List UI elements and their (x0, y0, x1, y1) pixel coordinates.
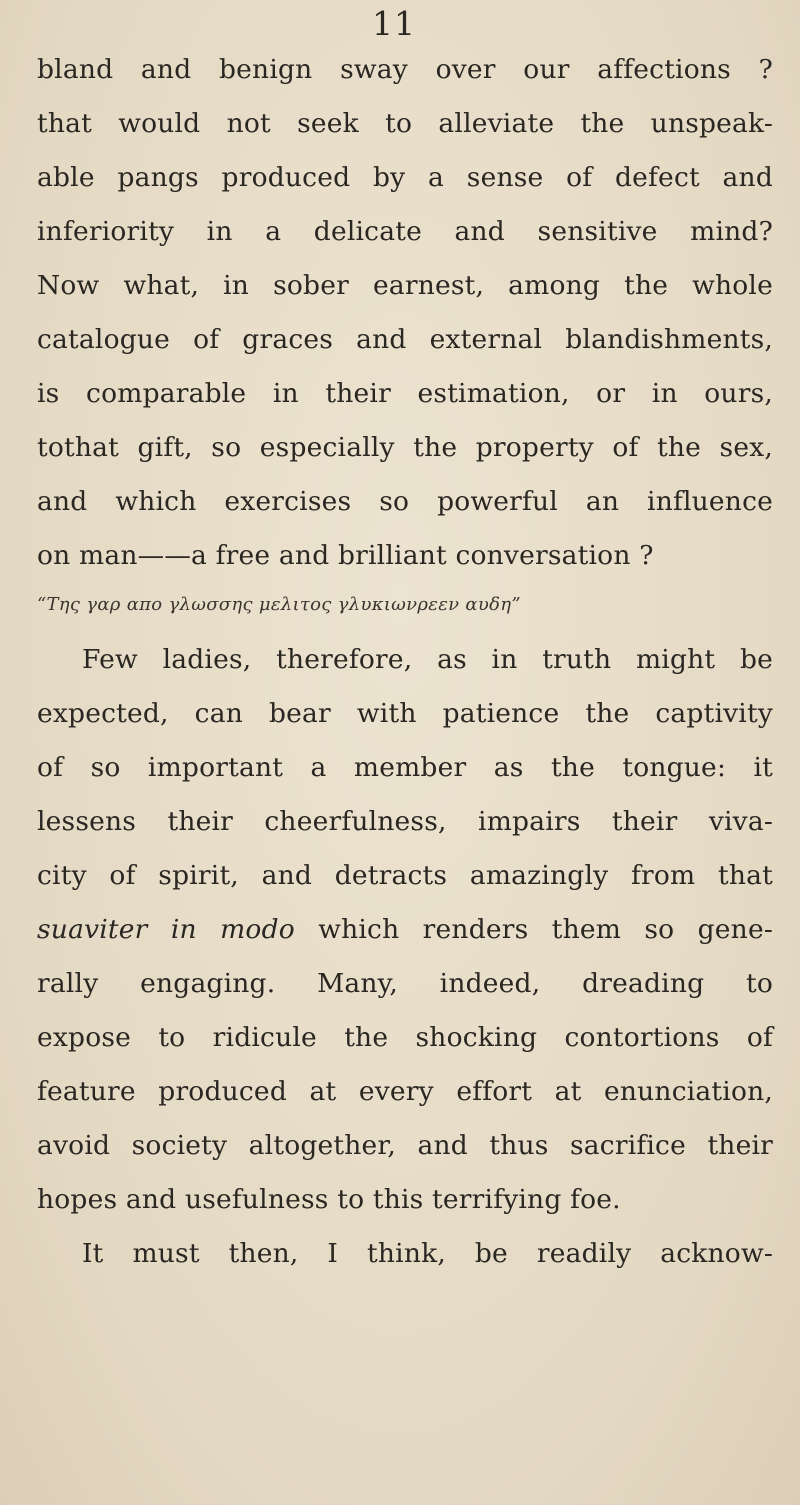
text-line: rally engaging. Many, indeed, dreading to (37, 968, 773, 999)
paragraph-first-line: It must then, I think, be readily acknow- (82, 1238, 773, 1269)
text-line: tothat gift, so especially the property of the sex, (37, 432, 773, 463)
text-line: catalogue of graces and external blandishments, (37, 324, 773, 355)
text-line: inferiority in a delicate and sensitive mind? (37, 216, 773, 247)
text-line: feature produced at every effort at enunciation, (37, 1076, 773, 1107)
text-line: expose to ridicule the shocking contortions of (37, 1022, 773, 1053)
text-line: avoid society altogether, and thus sacrifice their (37, 1130, 773, 1161)
text-line: able pangs produced by a sense of defect and (37, 162, 773, 193)
text-line: that would not seek to alleviate the unspeak- (37, 108, 773, 139)
page-number: 11 (372, 4, 416, 43)
greek-quotation: “Της γαρ απο γλωσσης μελιτος γλυκιωνρεεν αυδη” (37, 594, 521, 615)
text-span: which renders them so gene- (318, 914, 773, 945)
text-line (37, 912, 773, 948)
text-line: bland and benign sway over our affections ? (37, 54, 773, 85)
text-line: of so important a member as the tongue: it (37, 752, 773, 783)
text-line: expected, can bear with patience the captivity (37, 698, 773, 729)
text-line: on man——a free and brilliant conversation ? (37, 540, 654, 571)
text-line: lessens their cheerfulness, impairs their viva- (37, 806, 773, 837)
text-line: city of spirit, and detracts amazingly from that (37, 860, 773, 891)
text-line: is comparable in their estimation, or in ours, (37, 378, 773, 409)
italic-latin-phrase: suaviter in modo (37, 914, 295, 945)
text-line: hopes and usefulness to this terrifying foe. (37, 1184, 621, 1215)
text-line: and which exercises so powerful an influence (37, 486, 773, 517)
text-line: Now what, in sober earnest, among the whole (37, 270, 773, 301)
paragraph-first-line: Few ladies, therefore, as in truth might be (82, 644, 773, 675)
